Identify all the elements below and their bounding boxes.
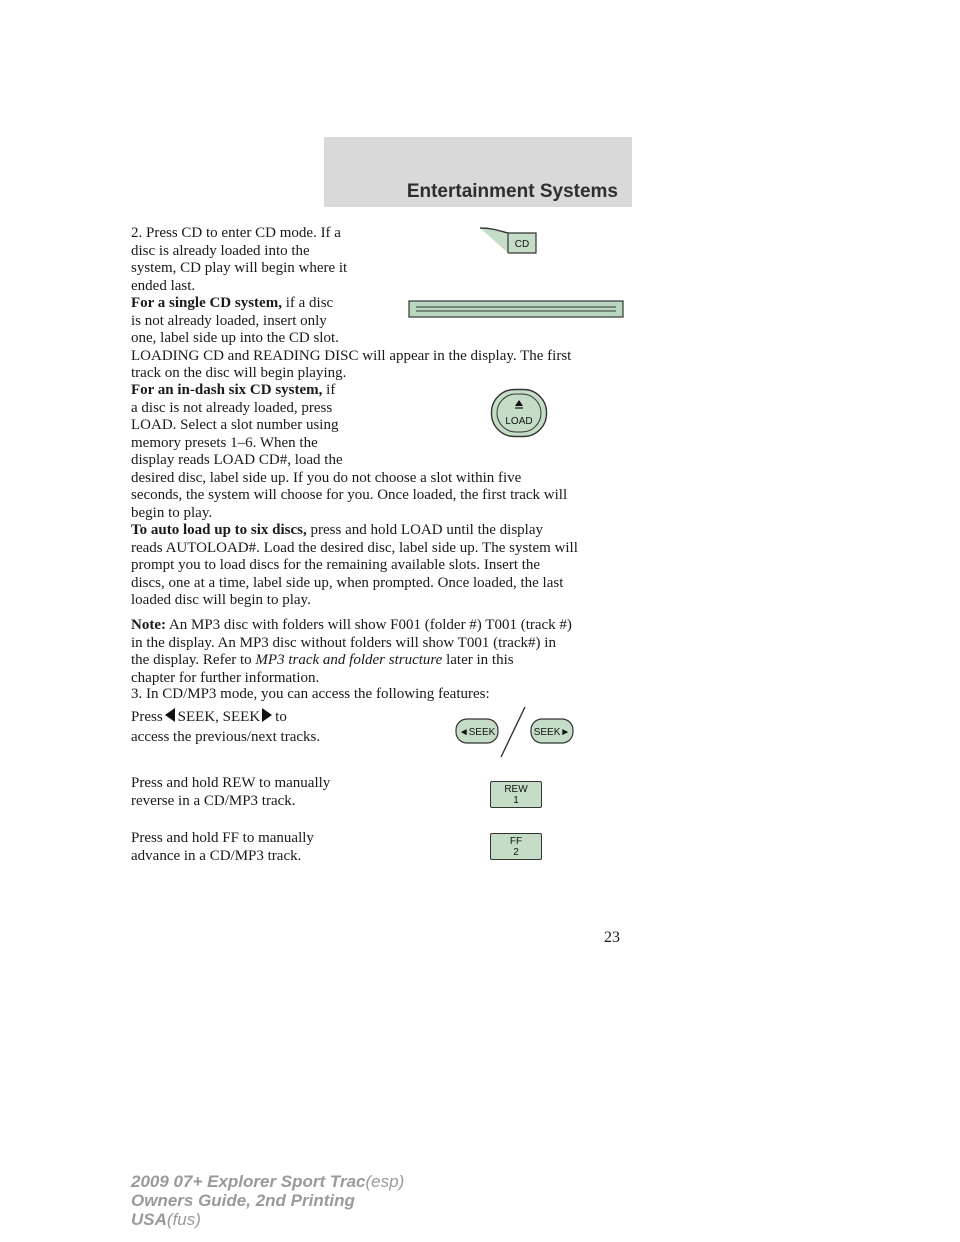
section-title: Entertainment Systems <box>406 181 618 202</box>
ff-button <box>490 833 542 860</box>
seek-paragraph: Press SEEK, SEEK to access the previous/next tracks. <box>131 709 321 745</box>
note-heading: Note: <box>131 617 166 633</box>
section-header <box>324 137 632 207</box>
seek-right-label: SEEK► <box>533 727 571 738</box>
rew-button-label: REW <box>504 783 528 795</box>
load-button-figure <box>490 388 548 438</box>
six-cd-paragraph: For an in-dash six CD system, if a disc is not already loaded, press LOAD. Select a slot number using memory presets 1–6. When the display reads LOAD CD#, load the desired disc, label side up. If you do not choose a slot within five seconds, the system will choose for you. Once loaded, the first track will begin to play. <box>131 382 568 521</box>
rew-button <box>490 781 542 808</box>
single-cd-paragraph: For a single CD system, if a disc is not already loaded, insert only one, label side up into the CD slot. LOADING CD and READING DISC will appear in the display. The first track on the disc will begin playing. <box>131 295 572 381</box>
rew-paragraph: Press and hold REW to manually reverse in a CD/MP3 track. <box>131 775 331 809</box>
note-paragraph: Note: An MP3 disc with folders will show F001 (folder #) T001 (track #) in the display. An MP3 disc without folders will show T001 (track#) in the display. Refer to MP3 track and folder structure later in this chapter for further information. <box>131 617 572 686</box>
autoload-heading: To auto load up to six discs, <box>131 522 307 538</box>
ff-paragraph: Press and hold FF to manually advance in a CD/MP3 track. <box>131 830 314 864</box>
load-button-label: LOAD <box>505 416 533 427</box>
seek-right-icon <box>262 708 272 722</box>
cd-button-figure <box>478 226 540 256</box>
ff-button-number: 2 <box>513 846 519 858</box>
mp3-structure-reference: MP3 track and folder structure <box>255 652 443 668</box>
seek-left-label: ◄SEEK <box>458 727 496 738</box>
footer: 2009 07+ Explorer Sport Trac(esp) Owners Guide, 2nd Printing USA(fus) <box>131 1172 405 1229</box>
step-2-paragraph: 2. Press CD to enter CD mode. If a disc is already loaded into the system, CD play will begin where it ended last. <box>131 225 348 294</box>
ff-button-label: FF <box>509 835 523 847</box>
rew-button-number: 1 <box>513 794 519 806</box>
six-cd-heading: For an in-dash six CD system, <box>131 382 323 398</box>
step-3-paragraph: 3. In CD/MP3 mode, you can access the following features: <box>131 686 490 702</box>
seek-buttons-figure <box>455 705 575 759</box>
cd-slot-figure <box>408 300 624 318</box>
single-cd-heading: For a single CD system, <box>131 295 282 311</box>
autoload-paragraph: To auto load up to six discs, press and hold LOAD until the display reads AUTOLOAD#. Load the desired disc, label side up. The system will prompt you to load discs for the remaining available slots. Insert the discs, one at a time, label side up, when prompted. Once loaded, the last loaded disc will begin to play. <box>131 522 578 608</box>
seek-left-icon <box>165 708 175 722</box>
cd-button-label: CD <box>514 239 530 250</box>
page-number: 23 <box>604 929 620 946</box>
